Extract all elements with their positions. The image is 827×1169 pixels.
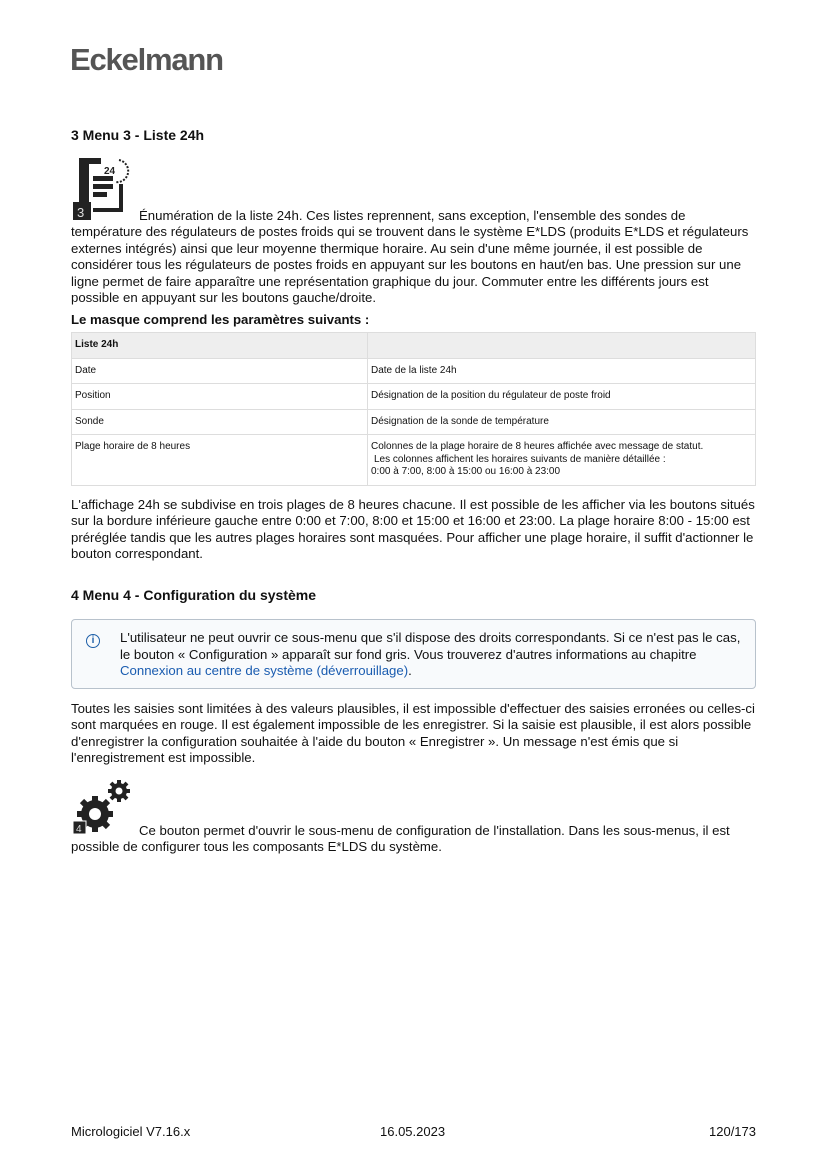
table-row	[72, 409, 756, 435]
params-heading: Le masque comprend les paramètres suivants :	[71, 311, 370, 327]
table-cell: Date	[72, 358, 368, 384]
table-header-cell	[368, 333, 756, 359]
chapter-link[interactable]: Connexion au centre de système (déverrouillage)	[120, 663, 409, 678]
table-cell: Désignation de la sonde de température	[368, 409, 756, 435]
table-cell: Date de la liste 24h	[368, 358, 756, 384]
section-4-body: Toutes les saisies sont limitées à des valeurs plausibles, il est impossible d'effectuer des saisies erronées ou celles-ci sont marquées en rouge. Il est également impossible de les enregistrer. Si la saisie est plausible, il est alors possible d'enregistrer la configuration souhaitée à l'aide du bouton « Enregistrer ». Un message n'est émis que si l'enregistrement est impossible.	[71, 700, 755, 765]
table-header-row	[72, 333, 756, 359]
table-cell: Plage horaire de 8 heures	[72, 435, 368, 486]
section-4-heading: 4 Menu 4 - Configuration du système	[71, 586, 317, 603]
info-icon: i	[86, 634, 100, 648]
section-3-heading: 3 Menu 3 - Liste 24h	[71, 127, 205, 143]
footer-date: 16.05.2023	[380, 1124, 446, 1139]
params-table	[71, 332, 756, 486]
table-cell: Position	[72, 384, 368, 410]
note-end: .	[408, 663, 412, 678]
note-text: L'utilisateur ne peut ouvrir ce sous-menu que s'il dispose des droits correspondants. Si ce n'est pas le cas, le bouton « Configuration » apparaît sur fond gris. Vous trouverez d'autres informations au chapitre	[120, 630, 741, 662]
cell-line: 0:00 à 7:00, 8:00 à 15:00 ou 16:00 à 23:00	[371, 466, 561, 477]
section-3-intro	[71, 154, 756, 307]
section-4-icon-para	[71, 779, 756, 856]
table-cell	[368, 435, 756, 486]
table-cell: Désignation de la position du régulateur de poste froid	[368, 384, 756, 410]
cell-line: Colonnes de la plage horaire de 8 heures affichée avec message de statut.	[371, 441, 704, 452]
table-cell: Sonde	[72, 409, 368, 435]
eckelmann-logo: Eckelmann	[70, 42, 223, 77]
svg-text:4: 4	[76, 823, 82, 835]
table-row	[72, 384, 756, 410]
list-24h-icon	[71, 154, 135, 225]
section-3-after: L'affichage 24h se subdivise en trois plages de 8 heures chacune. Il est possible de les afficher via les boutons situés sur la bordure inférieure gauche entre 0:00 et 7:00, 8:00 et 15:00 et 16:00 et 23:00. La plage horaire 8:00 - 15:00 est préréglée tandis que les autres plages horaires sont masquées. Pour afficher une plage horaire, il suffit d'actionner le bouton correspondant.	[71, 496, 755, 561]
cell-line: Les colonnes affichent les horaires suivants de manière détaillée :	[374, 453, 666, 465]
table-row	[72, 435, 756, 486]
footer-page-number: 120/173	[709, 1124, 756, 1139]
page-content	[71, 127, 756, 856]
svg-text:24: 24	[104, 165, 116, 177]
svg-text:3: 3	[77, 204, 85, 220]
info-note	[71, 619, 756, 689]
footer-firmware: Micrologiciel V7.16.x	[71, 1124, 191, 1139]
gears-text: Ce bouton permet d'ouvrir le sous-menu de configuration de l'installation. Dans les sous-menus, il est possible de configurer tous les composants E*LDS du système.	[71, 822, 730, 854]
intro-text: Énumération de la liste 24h. Ces listes reprennent, sans exception, l'ensemble des sondes de température des régulateurs de postes froids qui se trouvent dans le système E*LDS (produits E*LDS et régulateurs externes intégrés) ainsi que leur moyenne thermique horaire. Au sein d'une même journée, il est possible de considérer tous les régulateurs de postes froids en appuyant sur les boutons en haut/en bas. Une pression sur une ligne permet de faire apparaître une représentation graphique du jour. Commuter entre les différents jours est possible en appuyant sur les boutons gauche/droite.	[71, 207, 749, 305]
table-header-cell: Liste 24h	[72, 333, 368, 359]
gears-icon	[71, 779, 135, 840]
table-row	[72, 358, 756, 384]
